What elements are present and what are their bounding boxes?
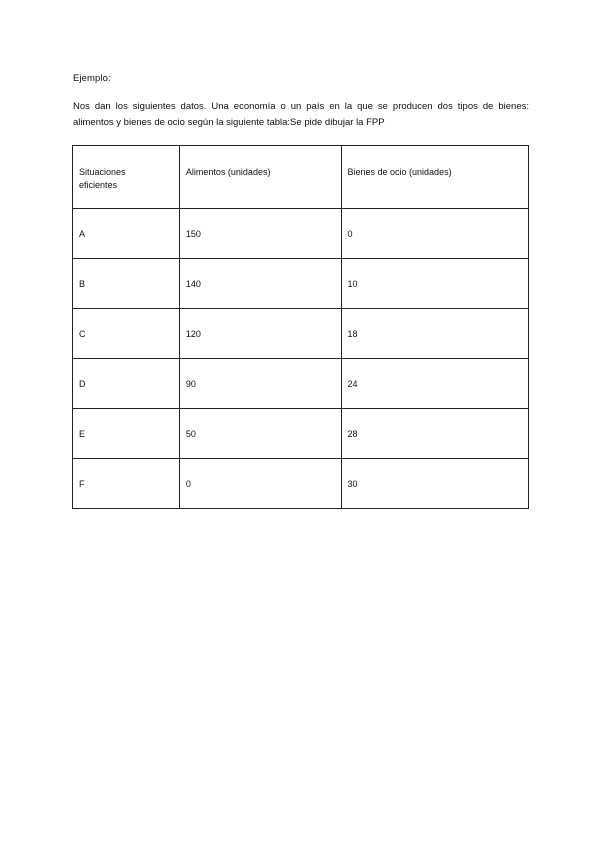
header-alimentos: Alimentos (unidades) [179,146,341,209]
cell-bienes-ocio: 24 [341,359,529,409]
cell-bienes-ocio: 0 [341,209,529,259]
table-row [73,209,529,259]
cell-bienes-ocio: 18 [341,309,529,359]
cell-alimentos: 120 [179,309,341,359]
cell-situacion: F [73,459,180,509]
cell-situacion: B [73,259,180,309]
table-row [73,259,529,309]
cell-alimentos: 50 [179,409,341,459]
cell-situacion: D [73,359,180,409]
ppf-data-table [72,145,529,509]
cell-bienes-ocio: 28 [341,409,529,459]
header-situaciones: Situaciones eficientes [73,146,180,209]
cell-alimentos: 150 [179,209,341,259]
table-row [73,459,529,509]
cell-bienes-ocio: 10 [341,259,529,309]
cell-situacion: A [73,209,180,259]
intro-paragraph: Nos dan los siguientes datos. Una economía o un país en la que se producen dos tipos de bienes: alimentos y bienes de ocio según la siguiente tabla:Se pide dibujar la FPP [73,101,529,128]
example-heading: Ejemplo: [73,73,111,84]
table-header-row [73,146,529,209]
cell-alimentos: 90 [179,359,341,409]
table-row [73,359,529,409]
table-row [73,409,529,459]
table-row [73,309,529,359]
cell-situacion: E [73,409,180,459]
cell-situacion: C [73,309,180,359]
cell-alimentos: 0 [179,459,341,509]
cell-bienes-ocio: 30 [341,459,529,509]
cell-alimentos: 140 [179,259,341,309]
header-bienes-ocio: Bienes de ocio (unidades) [341,146,529,209]
